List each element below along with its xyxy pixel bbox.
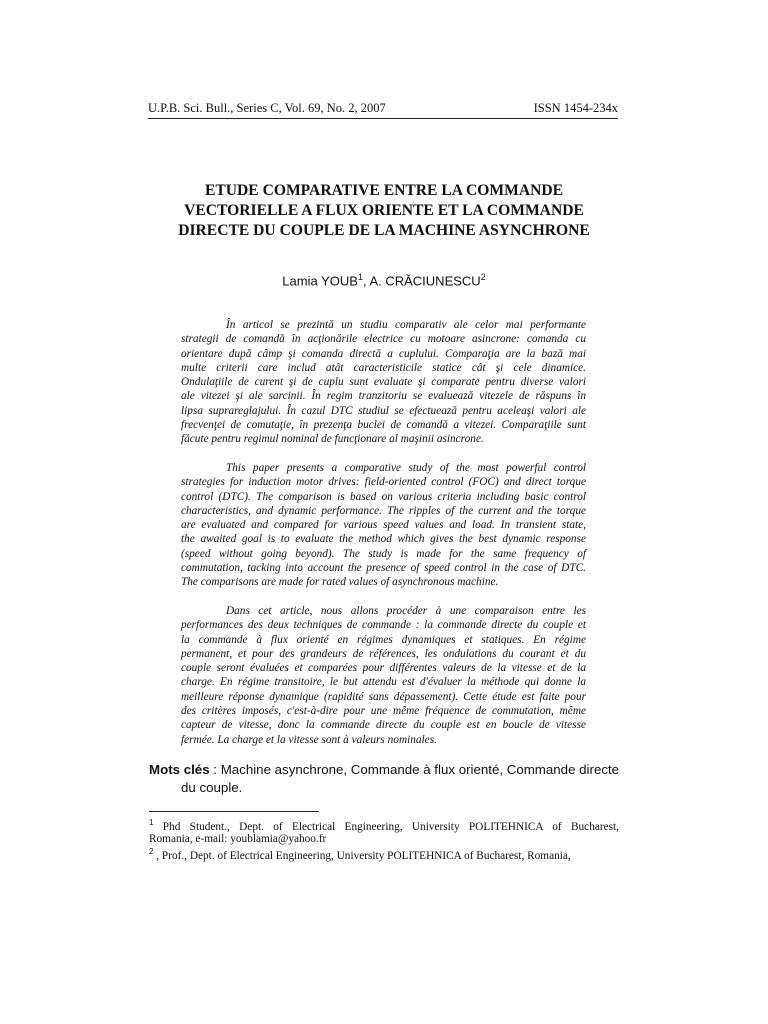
abstract-line: control (DTC). The comparison is based on various criteria including basic control: [181, 490, 586, 503]
keywords-text: du couple.: [181, 780, 243, 795]
abstract-line: lipsa suprareglajului. În cazul DTC studiul se efectuează pentru aceleaşi valori ale: [181, 404, 586, 417]
abstract-line: (speed without going beyond). The study is made for the same frequency of: [181, 547, 586, 560]
footnote: [149, 817, 619, 846]
abstract-line: strategies for induction motor drives: field-oriented control (FOC) and direct torque: [181, 476, 586, 489]
keywords-colon: :: [209, 762, 221, 777]
abstract-line: couple seront évaluées et comparées pour différentes valeurs de la vitesse et de la: [181, 662, 586, 675]
abstract-line: the awaited goal is to evaluate the method which gives the best dynamic response: [181, 533, 586, 546]
abstract-line: performances des deux techniques de commande : la commande directe du couple et: [181, 619, 586, 632]
author-separator: ,: [362, 273, 370, 289]
footnote-rule: [149, 811, 319, 812]
abstract-english: [181, 461, 586, 590]
title-line: DIRECTE DU COUPLE DE LA MACHINE ASYNCHRONE: [178, 222, 590, 239]
abstract-line: des critères imposés, c'est-à-dire pour une même fréquence de commutation, même: [181, 705, 586, 718]
abstract-line: are evaluated and compared for various speed values and load. In transient state,: [181, 519, 586, 532]
title-line: ETUDE COMPARATIVE ENTRE LA COMMANDE: [204, 182, 564, 199]
journal-citation: U.P.B. Sci. Bull., Series C, Vol. 69, No. 2, 2007: [148, 101, 386, 115]
issn: ISSN 1454-234x: [533, 101, 618, 115]
keywords-label: Mots clés: [149, 762, 210, 777]
abstract-line: permanent, et pour des grandeurs de références, les ondulations du courant et du: [181, 647, 586, 660]
footnote-line: $^2$ , Prof., Dept. of Electrical Engineering, University POLITEHNICA of Bucharest, Romania,: [149, 846, 571, 862]
footnote: [149, 846, 619, 862]
abstract-line: charge. En régime transitoire, le but attendu est d'évaluer la méthode qui donne la: [181, 676, 586, 689]
abstract-line: la commande à flux orienté en régimes dynamiques et statiques. En régime: [181, 633, 586, 646]
abstract-romanian: [181, 318, 586, 447]
authors: [150, 272, 618, 288]
footnote-line: $^1$ Phd Student., Dept. of Electrical Engineering, University POLITEHNICA of Bucharest,: [149, 818, 619, 833]
abstract-line: capteur de vitesse, donc la commande directe du couple est en boucle de vitesse: [181, 719, 586, 732]
author-name: A. CRĂCIUNESCU: [369, 273, 481, 289]
abstract-line: făcute pentru regimul nominal de funcţionare al maşinii asincrone.: [181, 433, 484, 446]
footnotes: [149, 817, 619, 862]
abstract-line: meilleure réponse dynamique (rapidité sans dépassement). Cette étude est faite pour: [181, 690, 586, 703]
keywords-text: Machine asynchrone, Commande à flux orienté, Commande directe: [220, 762, 620, 777]
abstract-line: characteristics, and dynamic performance. The ripples of the current and the torque: [181, 504, 586, 517]
abstract-line: commutation, tacking into account the presence of speed control in the case of DTC.: [181, 562, 586, 575]
abstract-french: [181, 604, 586, 747]
running-header: [148, 101, 618, 119]
abstract-line: orientare după câmp şi comanda directă a cuplului. Comparaţia are la bază mai: [181, 347, 586, 360]
abstract-line: frecvenţei de comutaţie, în prezenţa buclei de comandă a vitezei. Comparaţiile sunt: [181, 419, 586, 432]
footnote-ref: 2: [480, 272, 486, 282]
keywords: [149, 761, 621, 797]
footnote-mark: 2: [149, 846, 154, 856]
abstract-line: multe criterii care includ atât caracteristicile statice cât şi cele dinamice.: [181, 361, 586, 374]
abstract-line: Ondulaţiile de curent şi de cuplu sunt evaluate şi comparate pentru diverse valori: [181, 376, 586, 389]
abstract-line: Dans cet article, nous allons procéder à une comparaison entre les: [226, 605, 586, 617]
abstract-line: În articol se prezintă un studiu comparativ ale celor mai performante: [226, 319, 586, 331]
abstract-line: ale vitezei şi ale sarcinii. În regim tranzitoriu se evaluează vitezele de răspuns în: [181, 390, 586, 403]
paper-title: [150, 181, 618, 241]
abstract-line: strategii de comandă în acţionările electrice cu motoare asincrone: comanda cu: [181, 333, 586, 346]
abstract-line: This paper presents a comparative study of the most powerful control: [226, 462, 586, 474]
footnote-line: Romania, e-mail: youblamia@yahoo.fr: [149, 833, 327, 846]
footnote-mark: 1: [149, 818, 154, 827]
abstract-line: The comparisons are made for rated values of asynchronous machine.: [181, 576, 499, 589]
author-name: Lamia YOUB: [282, 273, 358, 289]
title-line: VECTORIELLE A FLUX ORIENTE ET LA COMMANDE: [184, 202, 584, 219]
abstract-line: fermée. La charge et la vitesse sont à valeurs nominales.: [181, 733, 437, 746]
footnote-ref: 1: [357, 272, 363, 282]
